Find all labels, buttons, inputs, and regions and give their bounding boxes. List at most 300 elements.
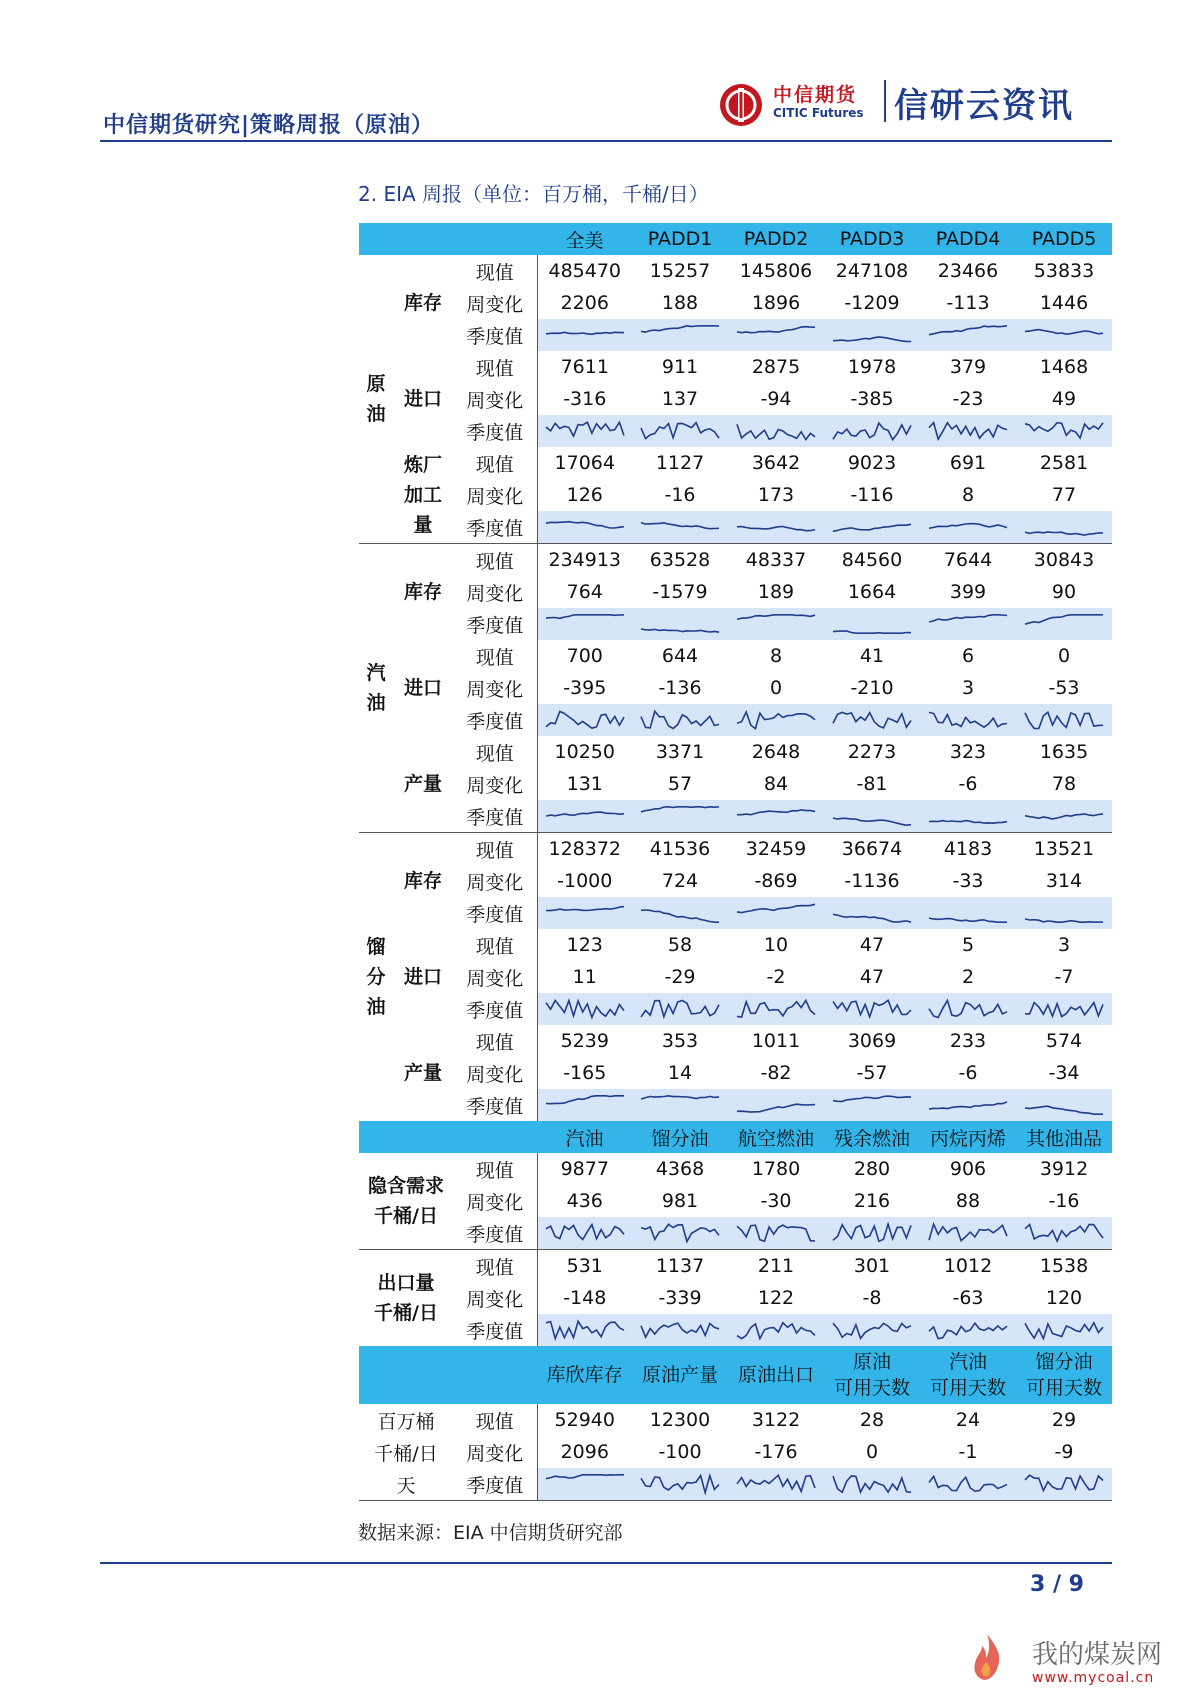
table-cell: 30843 xyxy=(1016,544,1112,577)
table-cell: 189 xyxy=(757,581,795,603)
sparkline-cell xyxy=(728,511,824,544)
sparkline-cell xyxy=(632,993,728,1025)
seasonal-sparkline xyxy=(544,1317,626,1343)
row-label: 季度值 xyxy=(453,608,537,640)
table-cell: 2 xyxy=(961,966,975,988)
sparkline-cell xyxy=(824,608,920,640)
table-cell: 84 xyxy=(763,773,789,795)
table-row xyxy=(359,865,1112,897)
column-header: 丙烷丙烯 xyxy=(920,1121,1016,1153)
table-row xyxy=(359,511,1112,544)
seasonal-sparkline xyxy=(1023,1317,1105,1343)
table-cell: 131 xyxy=(566,773,603,795)
table-cell: 2096 xyxy=(560,1441,609,1463)
seasonal-sparkline xyxy=(639,514,721,540)
logo-divider xyxy=(884,80,886,122)
table-cell: 323 xyxy=(949,741,987,763)
column-header-line1: 原油 xyxy=(852,1351,891,1373)
seasonal-sparkline xyxy=(927,611,1009,637)
table-cell: -23 xyxy=(952,388,984,410)
table-cell: 981 xyxy=(661,1190,699,1212)
table-row xyxy=(359,383,1112,415)
table-cell: 531 xyxy=(537,1250,632,1283)
table-cell: -29 xyxy=(664,966,696,988)
seasonal-sparkline xyxy=(831,418,913,444)
table-cell: 234913 xyxy=(537,544,632,577)
header-blank xyxy=(359,223,537,255)
seasonal-sparkline xyxy=(544,514,626,540)
table-cell: 0 xyxy=(865,1441,879,1463)
sparkline-cell xyxy=(728,897,824,929)
table-cell: 48337 xyxy=(728,544,824,577)
table-cell: 49 xyxy=(1051,388,1077,410)
row-label: 季度值 xyxy=(453,993,537,1025)
seasonal-sparkline xyxy=(735,611,817,637)
table-header-row xyxy=(359,1346,1112,1404)
table-cell: -113 xyxy=(946,292,990,314)
table-cell: 15257 xyxy=(649,260,711,282)
column-header xyxy=(632,1346,728,1404)
sparkline-cell xyxy=(824,993,920,1025)
group-label-char: 原 xyxy=(366,373,386,395)
column-header: 残余燃油 xyxy=(824,1121,920,1153)
row-label: 季度值 xyxy=(453,415,537,447)
group-label-char: 馏 xyxy=(366,936,386,958)
table-cell: 126 xyxy=(566,484,603,506)
sparkline-cell xyxy=(1016,993,1112,1025)
row-label: 现值 xyxy=(453,929,537,961)
table-cell: -210 xyxy=(850,677,894,699)
column-header-line1: 汽油 xyxy=(948,1351,987,1373)
table-cell: 77 xyxy=(1051,484,1077,506)
sub-label-part: 炼厂 xyxy=(403,454,442,476)
sparkline-cell xyxy=(728,1089,824,1121)
seasonal-sparkline xyxy=(639,322,721,348)
unit-label: 天 xyxy=(359,1468,453,1501)
footer-rule xyxy=(100,1562,1112,1564)
table-cell: 41 xyxy=(859,645,885,667)
sparkline-cell xyxy=(632,1468,728,1501)
seasonal-sparkline xyxy=(639,1317,721,1343)
sparkline-cell xyxy=(632,1217,728,1250)
column-header: 航空燃油 xyxy=(728,1121,824,1153)
table-cell: 4183 xyxy=(920,833,1016,866)
column-header: 全美 xyxy=(537,223,632,255)
row-label: 现值 xyxy=(453,351,537,383)
seasonal-sparkline xyxy=(639,611,721,637)
table-cell: 0 xyxy=(769,677,783,699)
seasonal-sparkline xyxy=(1023,1092,1105,1118)
seasonal-sparkline xyxy=(735,418,817,444)
seasonal-sparkline xyxy=(927,803,1009,829)
sub-label-part: 加工 xyxy=(403,484,442,506)
table-cell: 2273 xyxy=(847,741,897,763)
table-row xyxy=(359,319,1112,351)
sparkline-cell xyxy=(537,897,632,929)
row-label: 季度值 xyxy=(453,319,537,351)
sparkline-cell xyxy=(920,800,1016,833)
seasonal-sparkline xyxy=(639,418,721,444)
row-label: 周变化 xyxy=(453,672,537,704)
table-cell: 2875 xyxy=(751,356,801,378)
table-row xyxy=(359,1089,1112,1121)
table-cell: 32459 xyxy=(728,833,824,866)
column-header: 馏分油 xyxy=(632,1121,728,1153)
seasonal-sparkline xyxy=(544,1220,626,1246)
seasonal-sparkline xyxy=(1023,514,1105,540)
sub-label: 库存 xyxy=(393,833,453,930)
table-cell: 10250 xyxy=(554,741,615,763)
sparkline-cell xyxy=(537,1089,632,1121)
watermark-name: 我的煤炭网 xyxy=(1032,1640,1163,1670)
seasonal-sparkline xyxy=(831,322,913,348)
seasonal-sparkline xyxy=(927,418,1009,444)
sub-label: 库存 xyxy=(403,292,442,314)
seasonal-sparkline xyxy=(831,1471,913,1497)
seasonal-sparkline xyxy=(831,707,913,733)
table-row xyxy=(359,1057,1112,1089)
data-source: 数据来源：EIA 中信期货研究部 xyxy=(358,1522,623,1544)
seasonal-sparkline xyxy=(927,1471,1009,1497)
seasonal-sparkline xyxy=(927,1317,1009,1343)
column-header xyxy=(537,1346,632,1404)
row-label: 周变化 xyxy=(453,383,537,415)
sparkline-cell xyxy=(1016,897,1112,929)
demand-name: 隐含需求 xyxy=(367,1175,444,1197)
table-cell: 1137 xyxy=(632,1250,728,1283)
table-cell: 574 xyxy=(1045,1030,1083,1052)
table-row xyxy=(359,351,1112,383)
seasonal-sparkline xyxy=(927,707,1009,733)
row-label: 现值 xyxy=(453,1250,537,1283)
demand-label xyxy=(359,1153,453,1250)
seasonal-sparkline xyxy=(544,418,626,444)
brand-name: 信研云资讯 xyxy=(894,86,1074,126)
table-row xyxy=(359,993,1112,1025)
table-cell: -2 xyxy=(766,966,786,988)
logo-cn: 中信期货 xyxy=(773,84,858,106)
table-cell: 88 xyxy=(955,1190,981,1212)
sparkline-cell xyxy=(728,319,824,351)
sparkline-cell xyxy=(920,319,1016,351)
sparkline-cell xyxy=(537,993,632,1025)
column-header xyxy=(1016,1346,1112,1404)
sparkline-cell xyxy=(537,511,632,544)
unit-label: 百万桶 xyxy=(377,1410,435,1433)
sparkline-cell xyxy=(728,1217,824,1250)
column-header xyxy=(728,1346,824,1404)
column-header-line2: 可用天数 xyxy=(1025,1377,1102,1399)
sub-label: 进口 xyxy=(403,966,442,988)
table-cell: -94 xyxy=(760,388,792,410)
table-row xyxy=(359,576,1112,608)
table-cell: 120 xyxy=(1045,1287,1083,1309)
row-label: 现值 xyxy=(453,640,537,672)
table-cell: 36674 xyxy=(824,833,920,866)
sparkline-cell xyxy=(1016,1314,1112,1346)
table-cell: -339 xyxy=(658,1287,702,1309)
table-cell: 173 xyxy=(757,484,795,506)
seasonal-sparkline xyxy=(831,900,913,926)
table-cell: 301 xyxy=(824,1250,920,1283)
seasonal-sparkline xyxy=(735,322,817,348)
seasonal-sparkline xyxy=(735,514,817,540)
table-row xyxy=(359,1153,1112,1185)
table-cell: 1012 xyxy=(920,1250,1016,1283)
table-cell: 9023 xyxy=(847,452,897,474)
sparkline-cell xyxy=(632,415,728,447)
table-cell: 379 xyxy=(949,356,987,378)
sub-label-part: 量 xyxy=(413,514,433,536)
table-cell: 57 xyxy=(667,773,693,795)
table-cell: 3642 xyxy=(751,452,801,474)
exports-name: 出口量 xyxy=(377,1272,435,1294)
table-cell: -869 xyxy=(754,870,798,892)
sparkline-cell xyxy=(537,1314,632,1346)
table-cell: 724 xyxy=(661,870,699,892)
sparkline-cell xyxy=(920,415,1016,447)
sparkline-cell xyxy=(1016,415,1112,447)
table-row xyxy=(359,1217,1112,1250)
table-row xyxy=(359,929,1112,961)
sparkline-cell xyxy=(537,608,632,640)
table-cell: 906 xyxy=(949,1158,987,1180)
table-cell: 123 xyxy=(566,934,603,956)
seasonal-sparkline xyxy=(927,514,1009,540)
seasonal-sparkline xyxy=(1023,322,1105,348)
column-header: 汽油 xyxy=(537,1121,632,1153)
seasonal-sparkline xyxy=(831,996,913,1022)
table-cell: -1000 xyxy=(557,870,613,892)
table-cell: 4368 xyxy=(655,1158,705,1180)
column-header xyxy=(920,1346,1016,1404)
table-row xyxy=(359,704,1112,736)
table-cell: 53833 xyxy=(1033,260,1095,282)
table-cell: -6 xyxy=(958,1062,978,1084)
table-row xyxy=(359,447,1112,479)
sub-label: 库存 xyxy=(393,544,453,641)
seasonal-sparkline xyxy=(927,900,1009,926)
table-cell: -8 xyxy=(862,1287,882,1309)
column-header xyxy=(824,1346,920,1404)
seasonal-sparkline xyxy=(831,803,913,829)
sparkline-cell xyxy=(632,319,728,351)
table-cell: 6 xyxy=(961,645,975,667)
sparkline-cell xyxy=(632,897,728,929)
group-label-char: 油 xyxy=(366,996,386,1018)
table-cell: -16 xyxy=(664,484,696,506)
sparkline-cell xyxy=(537,415,632,447)
section-title: 2. EIA 周报（单位：百万桶，千桶/日） xyxy=(358,182,709,206)
seasonal-sparkline xyxy=(639,1471,721,1497)
table-cell: 211 xyxy=(728,1250,824,1283)
table-cell: 233 xyxy=(949,1030,987,1052)
table-cell: 2648 xyxy=(751,741,801,763)
table-cell: 7611 xyxy=(560,356,609,378)
seasonal-sparkline xyxy=(639,996,721,1022)
sparkline-cell xyxy=(824,800,920,833)
table-cell: -30 xyxy=(760,1190,792,1212)
table-cell: -176 xyxy=(754,1441,798,1463)
table-cell: 17064 xyxy=(554,452,615,474)
table-cell: -316 xyxy=(563,388,607,410)
row-label: 周变化 xyxy=(453,1282,537,1314)
table-cell: 137 xyxy=(661,388,699,410)
table-header-row xyxy=(359,1121,1112,1153)
seasonal-sparkline xyxy=(831,1092,913,1118)
table-cell: 90 xyxy=(1051,581,1077,603)
table-cell: 3122 xyxy=(751,1409,801,1431)
page-number: 3 / 9 xyxy=(1030,1572,1084,1597)
seasonal-sparkline xyxy=(735,1471,817,1497)
row-label: 周变化 xyxy=(453,1185,537,1217)
table-cell: 1538 xyxy=(1016,1250,1112,1283)
table-cell: 3912 xyxy=(1039,1158,1089,1180)
table-cell: 314 xyxy=(1045,870,1083,892)
table-cell: 2581 xyxy=(1039,452,1089,474)
table-cell: -63 xyxy=(952,1287,984,1309)
seasonal-sparkline xyxy=(831,1317,913,1343)
seasonal-sparkline xyxy=(1023,707,1105,733)
watermark-url: www.mycoal.cn xyxy=(1032,1670,1155,1686)
table-header-row xyxy=(359,223,1112,255)
seasonal-sparkline xyxy=(1023,996,1105,1022)
column-header: PADD2 xyxy=(728,223,824,255)
table-row xyxy=(359,833,1112,866)
seasonal-sparkline xyxy=(735,1220,817,1246)
seasonal-sparkline xyxy=(927,996,1009,1022)
row-label: 现值 xyxy=(453,255,537,287)
row-label: 季度值 xyxy=(453,1089,537,1121)
table-cell: 28 xyxy=(859,1409,885,1431)
table-cell: 58 xyxy=(667,934,693,956)
table-cell: -1209 xyxy=(844,292,900,314)
sub-label xyxy=(393,447,453,544)
header-rule xyxy=(100,140,1112,142)
sparkline-cell xyxy=(632,608,728,640)
sparkline-cell xyxy=(632,800,728,833)
table-cell: -1136 xyxy=(844,870,900,892)
sparkline-cell xyxy=(1016,800,1112,833)
column-header-line2: 可用天数 xyxy=(929,1377,1006,1399)
citic-logo-icon xyxy=(718,82,764,128)
row-label: 周变化 xyxy=(453,1436,537,1468)
row-label: 周变化 xyxy=(453,1057,537,1089)
sparkline-cell xyxy=(632,1314,728,1346)
table-cell: 5 xyxy=(961,934,975,956)
table-row xyxy=(359,736,1112,768)
column-header-line1: 库欣库存 xyxy=(546,1364,623,1386)
row-label: 季度值 xyxy=(453,704,537,736)
logo-en: CITIC Futures xyxy=(773,106,864,120)
table-cell: -81 xyxy=(856,773,888,795)
seasonal-sparkline xyxy=(544,1092,626,1118)
table-cell: 52940 xyxy=(554,1409,615,1431)
row-label: 季度值 xyxy=(453,1314,537,1346)
table-cell: 1468 xyxy=(1039,356,1089,378)
row-label: 季度值 xyxy=(453,897,537,929)
table-cell: 122 xyxy=(757,1287,795,1309)
unit-label: 千桶/日 xyxy=(374,1442,438,1465)
row-label: 现值 xyxy=(453,447,537,479)
row-label: 周变化 xyxy=(453,576,537,608)
seasonal-sparkline xyxy=(927,322,1009,348)
table-cell: 280 xyxy=(853,1158,891,1180)
row-label: 季度值 xyxy=(453,1217,537,1250)
group-label xyxy=(359,544,393,833)
sparkline-cell xyxy=(920,1468,1016,1501)
table-cell: -136 xyxy=(658,677,702,699)
table-cell: 247108 xyxy=(835,260,909,282)
group-label-char: 油 xyxy=(366,403,386,425)
table-cell: 1011 xyxy=(751,1030,801,1052)
table-cell: -7 xyxy=(1054,966,1074,988)
table-cell: 11 xyxy=(572,966,597,988)
column-header: PADD4 xyxy=(920,223,1016,255)
table-cell: -82 xyxy=(760,1062,792,1084)
flame-logo-icon xyxy=(968,1632,1006,1682)
table-cell: 188 xyxy=(661,292,699,314)
table-row xyxy=(359,768,1112,800)
table-cell: 399 xyxy=(949,581,987,603)
group-label-char: 汽 xyxy=(366,662,386,684)
header-blank xyxy=(359,1121,537,1153)
table-cell: -33 xyxy=(952,870,984,892)
table-row xyxy=(359,961,1112,993)
sparkline-cell xyxy=(537,800,632,833)
sparkline-cell xyxy=(824,1217,920,1250)
table-cell: 700 xyxy=(566,645,603,667)
table-cell: -6 xyxy=(958,773,978,795)
table-cell: 216 xyxy=(853,1190,891,1212)
table-cell: 1127 xyxy=(655,452,705,474)
sparkline-cell xyxy=(824,1314,920,1346)
row-label: 周变化 xyxy=(453,768,537,800)
seasonal-sparkline xyxy=(831,514,913,540)
table-row xyxy=(359,1404,1112,1436)
column-header: PADD1 xyxy=(632,223,728,255)
table-cell: 145806 xyxy=(739,260,813,282)
table-row xyxy=(359,640,1112,672)
seasonal-sparkline xyxy=(1023,418,1105,444)
table-cell: -9 xyxy=(1054,1441,1074,1463)
seasonal-sparkline xyxy=(735,900,817,926)
sparkline-cell xyxy=(728,1314,824,1346)
column-header: PADD3 xyxy=(824,223,920,255)
sparkline-cell xyxy=(824,897,920,929)
seasonal-sparkline xyxy=(735,1092,817,1118)
table-cell: -148 xyxy=(563,1287,607,1309)
table-cell: 0 xyxy=(1057,645,1071,667)
row-label: 现值 xyxy=(453,1404,537,1436)
sparkline-cell xyxy=(728,415,824,447)
demand-unit: 千桶/日 xyxy=(374,1205,438,1227)
table-cell: 3 xyxy=(961,677,975,699)
column-header: PADD5 xyxy=(1016,223,1112,255)
table-cell: 10 xyxy=(763,934,789,956)
seasonal-sparkline xyxy=(544,322,626,348)
sparkline-cell xyxy=(632,511,728,544)
table-cell: -1579 xyxy=(652,581,708,603)
sparkline-cell xyxy=(920,993,1016,1025)
table-row xyxy=(359,1314,1112,1346)
table-cell: 14 xyxy=(667,1062,693,1084)
sparkline-cell xyxy=(824,1468,920,1501)
eia-weekly-table xyxy=(359,223,1112,1501)
table-cell: 9877 xyxy=(560,1158,609,1180)
table-row xyxy=(359,800,1112,833)
table-cell: -165 xyxy=(563,1062,607,1084)
